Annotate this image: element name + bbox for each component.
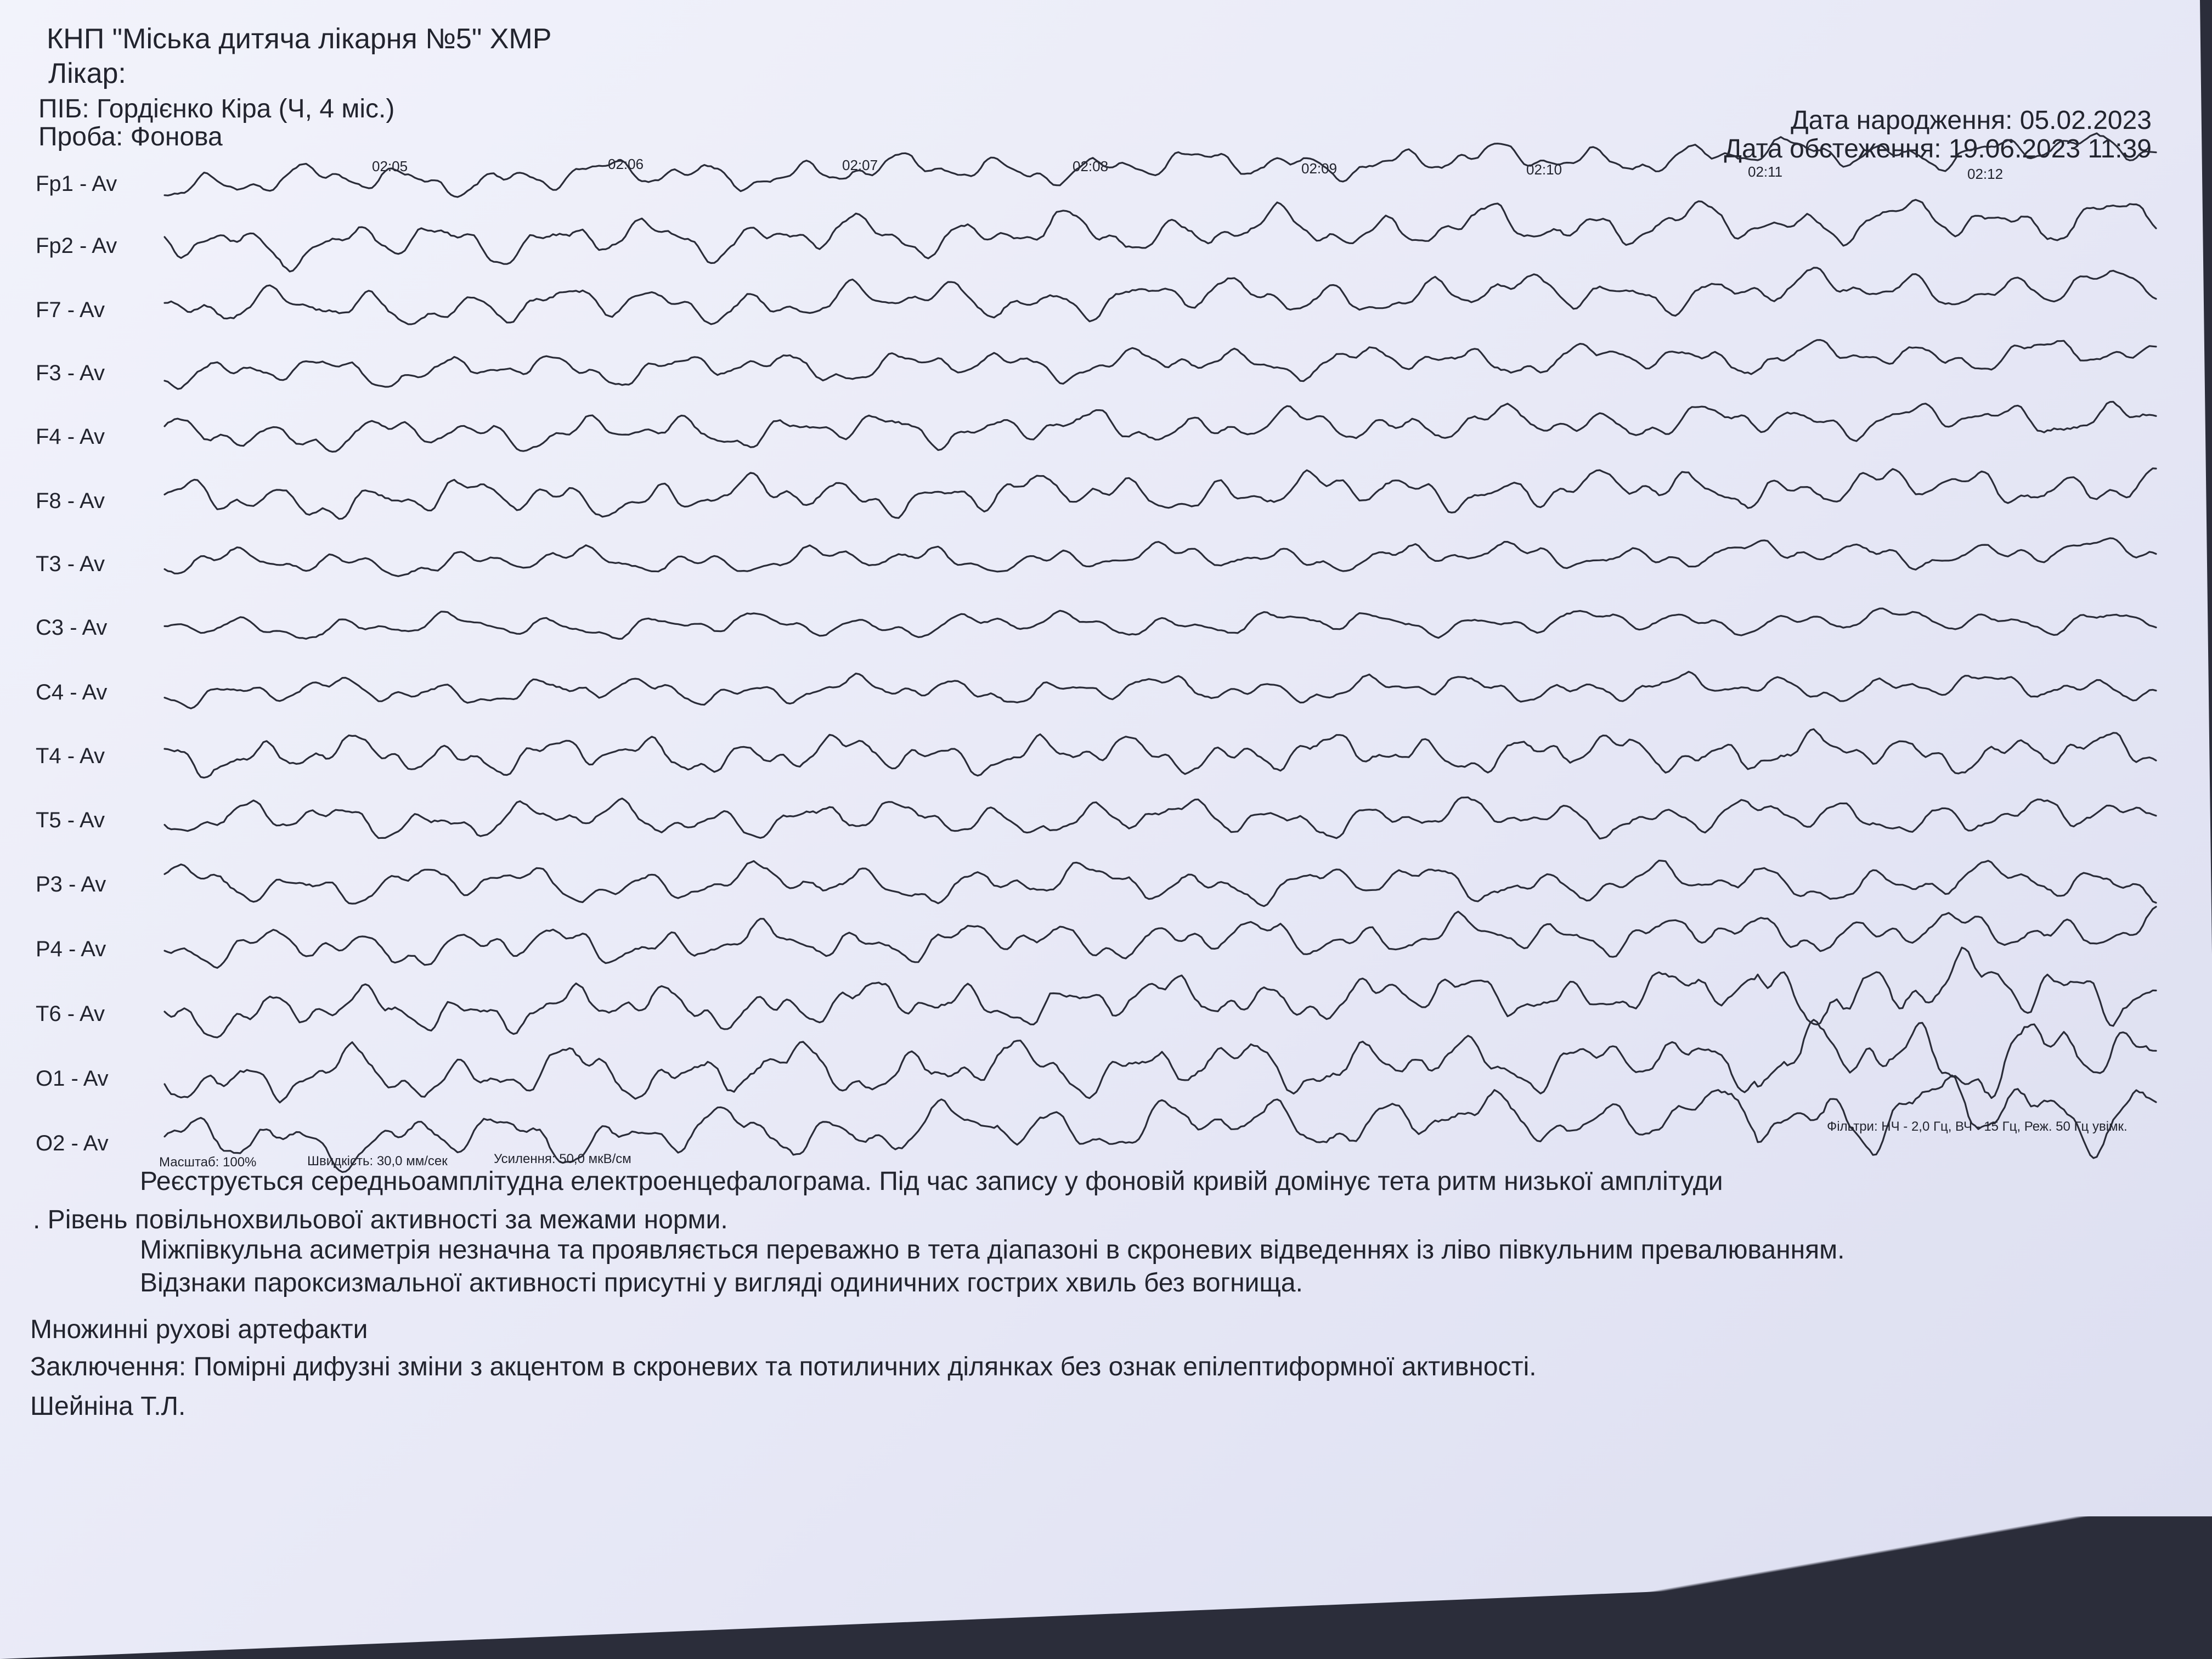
time-tick: 02:09 — [1301, 160, 1338, 177]
test-type: Проба: Фонова — [38, 122, 223, 151]
exam-date: Дата обстеження: 19.06.2023 11:39 — [1724, 134, 2152, 163]
eeg-trace — [165, 402, 2156, 452]
filter-info: Фільтри: НЧ - 2,0 Гц, ВЧ - 15 Гц, Реж. 50 Гц увімк. — [1827, 1119, 2128, 1134]
channel-label-f3: F3 - Av — [36, 361, 105, 385]
eeg-trace — [165, 672, 2156, 708]
conclusion: Заключення: Помірні дифузні зміни з акцентом в скроневих та потиличних ділянках без ознак епілептиформної активності. — [30, 1352, 1537, 1381]
scale-info: Масштаб: 100% — [159, 1155, 257, 1170]
signature: Шейніна Т.Л. — [30, 1392, 186, 1421]
channel-label-c4: C4 - Av — [36, 680, 108, 704]
eeg-trace — [165, 268, 2156, 324]
report-line-2: . Рівень повільнохвильової активності за межами норми. — [33, 1205, 728, 1234]
channel-label-f4: F4 - Av — [36, 425, 105, 449]
eeg-trace — [165, 608, 2156, 639]
eeg-trace — [165, 538, 2156, 576]
channel-label-f7: F7 - Av — [36, 298, 105, 322]
time-tick: 02:05 — [372, 158, 408, 174]
patient-name: ПІБ: Гордієнко Кіра (Ч, 4 міс.) — [38, 94, 395, 123]
time-tick: 02:06 — [608, 156, 644, 172]
doctor-label: Лікар: — [48, 58, 126, 89]
channel-label-t3: T3 - Av — [36, 552, 105, 576]
report-line-5: Множинні рухові артефакти — [30, 1315, 368, 1344]
channel-label-f8: F8 - Av — [36, 489, 105, 513]
eeg-trace — [165, 907, 2156, 968]
time-tick: 02:07 — [842, 157, 878, 173]
eeg-trace — [165, 729, 2156, 777]
report-line-4: Відзнаки пароксизмальної активності присутні у вигляді одиничних гострих хвиль без вогнища. — [140, 1268, 1303, 1297]
report-line-1: Реєструється середньоамплітудна електроенцефалограма. Під час запису у фоновій кривій домінує тета ритм низької амплітуди — [140, 1167, 1723, 1196]
speed-info: Швидкість: 30,0 мм/сек — [307, 1154, 448, 1169]
channel-label-o2: O2 - Av — [36, 1131, 109, 1155]
channel-label-p3: P3 - Av — [36, 872, 106, 896]
channel-label-t6: T6 - Av — [36, 1002, 105, 1026]
time-tick: 02:12 — [1967, 166, 2004, 182]
background-shadow — [1444, 1516, 2212, 1659]
channel-label-p4: P4 - Av — [36, 937, 106, 961]
eeg-trace — [165, 1020, 2156, 1103]
time-tick: 02:08 — [1073, 158, 1109, 174]
eeg-trace — [165, 797, 2156, 838]
channel-label-o1: O1 - Av — [36, 1066, 109, 1091]
eeg-trace — [165, 200, 2156, 272]
time-tick: 02:10 — [1526, 161, 1562, 178]
eeg-trace — [165, 340, 2156, 389]
report-line-3: Міжпівкульна асиметрія незначна та проявляється переважно в тета діапазоні в скроневих відведеннях із ліво півкульним превалюванням. — [140, 1235, 1845, 1265]
time-tick: 02:11 — [1748, 163, 1783, 180]
birth-date: Дата народження: 05.02.2023 — [1791, 106, 2152, 135]
institution-title: КНП "Міська дитяча лікарня №5" ХМР — [47, 23, 552, 55]
gain-info: Усилення: 50,0 мкВ/см — [494, 1152, 631, 1166]
eeg-trace — [165, 469, 2156, 519]
channel-label-c3: C3 - Av — [36, 616, 108, 640]
channel-label-t4: T4 - Av — [36, 744, 105, 768]
eeg-trace — [165, 861, 2156, 906]
channel-label-fp1: Fp1 - Av — [36, 172, 117, 196]
eeg-trace — [165, 133, 2156, 197]
channel-label-t5: T5 - Av — [36, 808, 105, 832]
channel-label-fp2: Fp2 - Av — [36, 234, 117, 258]
eeg-trace — [165, 947, 2156, 1037]
